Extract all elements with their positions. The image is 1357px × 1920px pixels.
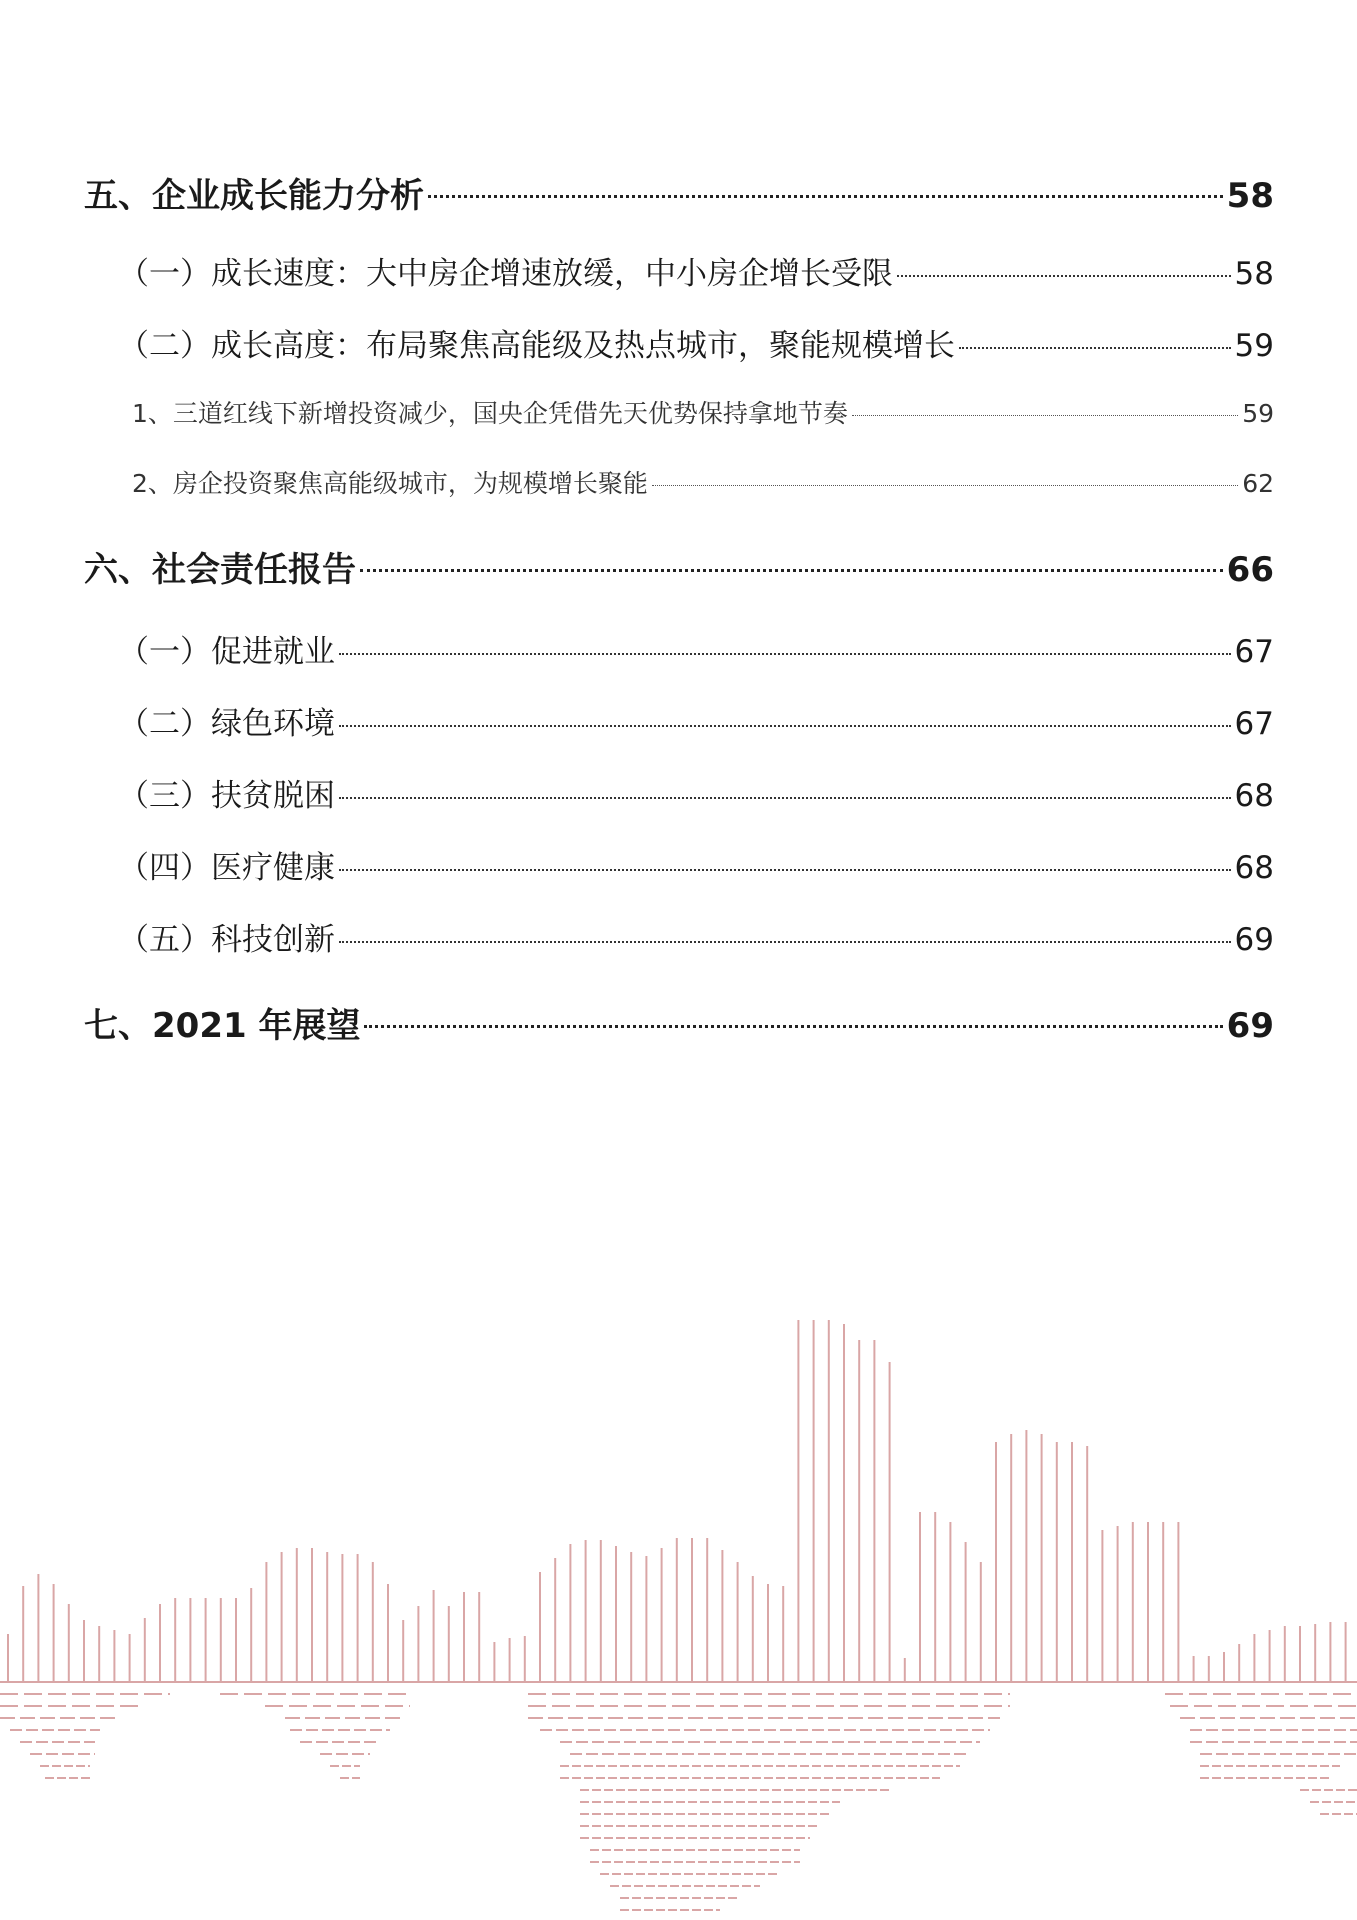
toc-entry[interactable] bbox=[84, 698, 1274, 748]
toc-label: （一）促进就业 bbox=[118, 634, 335, 670]
toc-entry[interactable] bbox=[84, 998, 1274, 1048]
toc-leader bbox=[852, 415, 1238, 416]
toc-label: 六、社会责任报告 bbox=[84, 550, 356, 590]
toc-label: （二）成长高度：布局聚焦高能级及热点城市，聚能规模增长 bbox=[118, 328, 955, 364]
toc-leader bbox=[360, 569, 1223, 572]
toc-entry[interactable] bbox=[84, 914, 1274, 964]
toc-label: （五）科技创新 bbox=[118, 922, 335, 958]
toc-entry[interactable] bbox=[84, 542, 1274, 592]
toc-label: 七、2021 年展望 bbox=[84, 1006, 361, 1046]
toc-page-number: 68 bbox=[1234, 778, 1274, 814]
toc-page-number: 68 bbox=[1234, 850, 1274, 886]
toc-entry[interactable] bbox=[84, 320, 1274, 370]
toc-leader bbox=[339, 869, 1231, 871]
toc-label: （一）成长速度：大中房企增速放缓，中小房企增长受限 bbox=[118, 256, 893, 292]
toc-leader bbox=[897, 275, 1231, 277]
toc-page-number: 66 bbox=[1226, 550, 1274, 590]
toc-page-number: 69 bbox=[1234, 922, 1274, 958]
toc-page-number: 67 bbox=[1234, 706, 1274, 742]
toc-entry[interactable] bbox=[84, 248, 1274, 298]
toc-entry[interactable] bbox=[84, 464, 1274, 510]
toc-label: 2、房企投资聚焦高能级城市，为规模增长聚能 bbox=[132, 469, 648, 498]
toc-page-number: 58 bbox=[1226, 176, 1274, 216]
toc-label: （四）医疗健康 bbox=[118, 850, 335, 886]
toc-page-number: 67 bbox=[1234, 634, 1274, 670]
decorative-skyline bbox=[0, 1300, 1357, 1920]
toc-label: 1、三道红线下新增投资减少，国央企凭借先天优势保持拿地节奏 bbox=[132, 399, 848, 428]
toc-leader bbox=[652, 485, 1238, 486]
toc-entry[interactable] bbox=[84, 842, 1274, 892]
toc-page-number: 58 bbox=[1234, 256, 1274, 292]
toc-page-number: 59 bbox=[1234, 328, 1274, 364]
toc-label: 五、企业成长能力分析 bbox=[84, 176, 424, 216]
toc-page-number: 59 bbox=[1242, 399, 1274, 428]
toc-leader bbox=[339, 941, 1231, 943]
toc-entry[interactable] bbox=[84, 770, 1274, 820]
toc-page-number: 62 bbox=[1242, 469, 1274, 498]
toc-label: （二）绿色环境 bbox=[118, 706, 335, 742]
toc-leader bbox=[428, 195, 1223, 198]
toc-entry[interactable] bbox=[84, 168, 1274, 218]
toc-entry[interactable] bbox=[84, 626, 1274, 676]
toc-leader bbox=[959, 347, 1231, 349]
toc-label: （三）扶贫脱困 bbox=[118, 778, 335, 814]
toc-leader bbox=[339, 653, 1231, 655]
toc-entry[interactable] bbox=[84, 394, 1274, 440]
toc-leader bbox=[339, 797, 1231, 799]
toc-page-number: 69 bbox=[1226, 1006, 1274, 1046]
table-of-contents bbox=[84, 160, 1274, 1048]
toc-leader bbox=[364, 1025, 1222, 1028]
toc-leader bbox=[339, 725, 1231, 727]
